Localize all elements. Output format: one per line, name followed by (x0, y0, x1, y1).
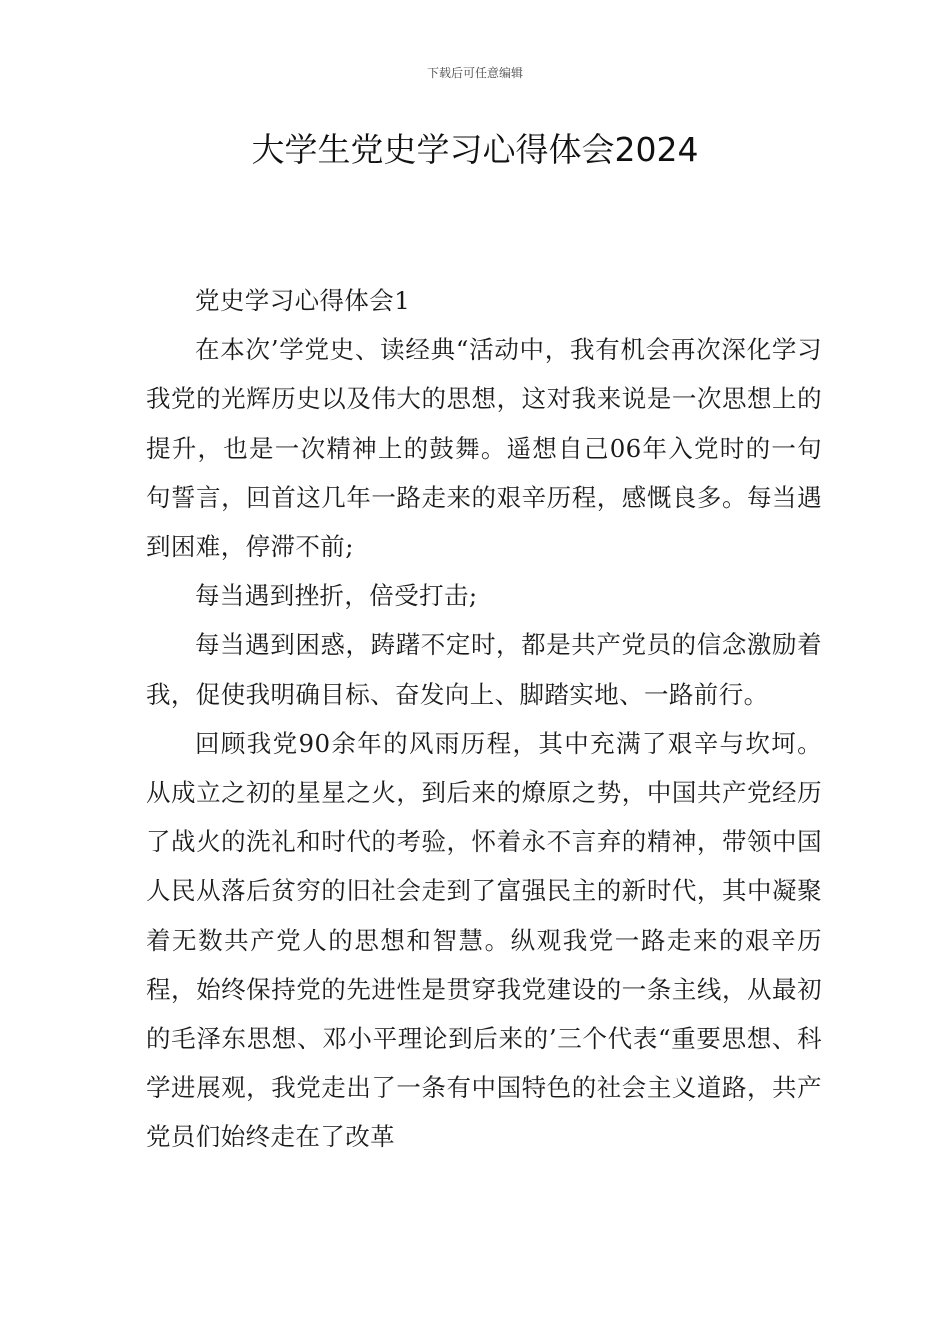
document-body (146, 276, 822, 1162)
section-heading: 党史学习心得体会1 (195, 286, 411, 315)
paragraph: 回顾我党90余年的风雨历程，其中充满了艰辛与坎坷。从成立之初的星星之火，到后来的燎原之势，中国共产党经历了战火的洗礼和时代的考验，怀着永不言弃的精神，带领中国人民从落后贫穷的旧社会走到了富强民主的新时代，其中凝聚着无数共产党人的思想和智慧。纵观我党一路走来的艰辛历程，始终保持党的先进性是贯穿我党建设的一条主线，从最初的毛泽东思想、邓小平理论到后来的’三个代表“重要思想、科学进展观，我党走出了一条有中国特色的社会主义道路，共产党员们始终走在了改革 (146, 728, 822, 1152)
paragraph: 每当遇到困惑，踌躇不定时，都是共产党员的信念激励着我，促使我明确目标、奋发向上、脚踏实地、一路前行。 (146, 630, 822, 709)
paragraph: 每当遇到挫折，倍受打击; (195, 581, 478, 611)
header-note: 下载后可任意编辑 (426, 66, 523, 80)
paragraph: 在本次’学党史、读经典“活动中，我有机会再次深化学习我党的光辉历史以及伟大的思想，这对我来说是一次思想上的提升，也是一次精神上的鼓舞。遥想自己06年入党时的一句句誓言，回首这几年一路走来的艰辛历程，感慨良多。每当遇到困难，停滞不前; (146, 335, 822, 562)
document-title: 大学生党史学习心得体会2024 (251, 130, 699, 169)
